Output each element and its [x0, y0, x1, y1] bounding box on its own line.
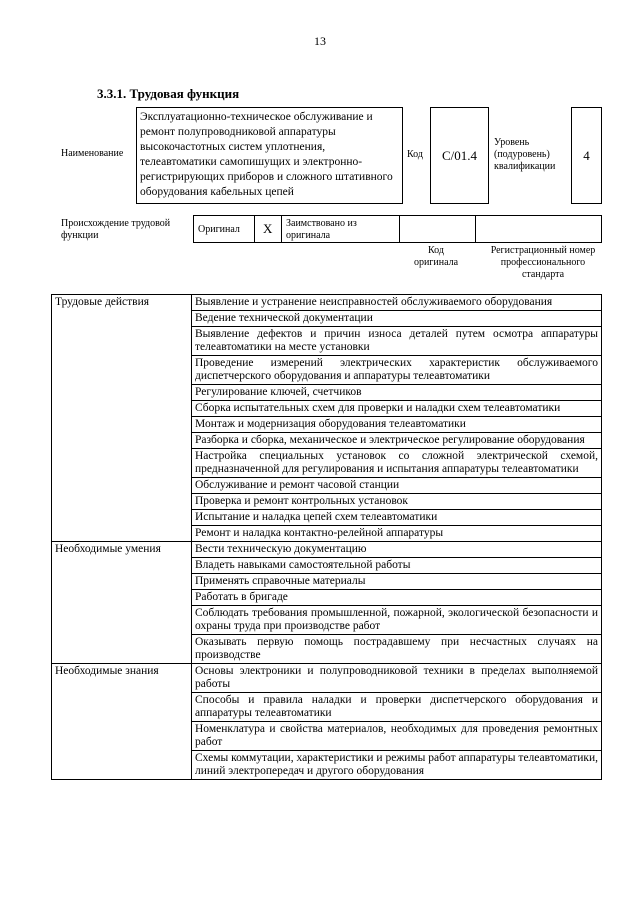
section-item: Владеть навыками самостоятельной работы [192, 558, 602, 574]
section-item: Регулирование ключей, счетчиков [192, 385, 602, 401]
function-code-box [430, 107, 489, 204]
section-item: Соблюдать требования промышленной, пожарной, экологической безопасности и охраны труда при производстве работ [192, 606, 602, 635]
origin-reg-caption: Регистрационный номер профессионального стандарта [490, 245, 596, 280]
section-item: Монтаж и модернизация оборудования телеавтоматики [192, 417, 602, 433]
level-label: Уровень (подуровень) квалификации [494, 137, 556, 172]
origin-borrowed-label: Заимствовано из оригинала [286, 218, 357, 241]
section-item: Номенклатура и свойства материалов, необходимых для проведения ремонтных работ [192, 722, 602, 751]
table-row [52, 664, 602, 693]
section-item: Способы и правила наладки и проверки диспетчерского оборудования и аппаратуры телеавтоматики [192, 693, 602, 722]
table-row [52, 542, 602, 558]
origin-code-caption: Код оригинала [413, 245, 459, 268]
function-name-box: Эксплуатационно-техническое обслуживание и ремонт полупроводниковой аппаратуры высокочастотных систем уплотнения, телеавтоматики самопишущих и электронно-регистрирующих приборов и сложного штативного оборудования кабельных цепей [136, 107, 403, 204]
section-item: Основы электроники и полупроводниковой техники в пределах выполняемой работы [192, 664, 602, 693]
section-item: Оказывать первую помощь пострадавшему при несчастных случаях на производстве [192, 635, 602, 664]
section-item: Применять справочные материалы [192, 574, 602, 590]
origin-original-label: Оригинал [198, 224, 240, 235]
origin-row [193, 215, 602, 243]
section-item: Ведение технической документации [192, 311, 602, 327]
origin-original-mark: X [263, 221, 273, 236]
section-item: Схемы коммутации, характеристики и режимы работ аппаратуры телеавтоматики, линий электропередач и другого оборудования [192, 751, 602, 780]
section-item: Выявление и устранение неисправностей обслуживаемого оборудования [192, 295, 602, 311]
section-item: Сборка испытательных схем для проверки и наладки схем телеавтоматики [192, 401, 602, 417]
qualification-level-box [571, 107, 602, 204]
function-code-value: C/01.4 [441, 147, 478, 163]
page-number: 13 [314, 34, 326, 48]
origin-mark-cell [255, 216, 282, 242]
origin-label: Происхождение трудовой функции [61, 218, 171, 241]
section-item: Ремонт и наладка контактно-релейной аппаратуры [192, 526, 602, 542]
origin-borrowed-cell [282, 216, 400, 242]
section-title: Необходимые умения [52, 542, 192, 664]
section-item: Испытание и наладка цепей схем телеавтоматики [192, 510, 602, 526]
section-item: Разборка и сборка, механическое и электрическое регулирование оборудования [192, 433, 602, 449]
section-item: Обслуживание и ремонт часовой станции [192, 478, 602, 494]
section-item: Настройка специальных установок со сложной электрической схемой, предназначенной для регулирования и испытания аппаратуры телеавтоматики [192, 449, 602, 478]
qualification-level-value: 4 [583, 147, 590, 163]
code-label: Код [407, 149, 423, 160]
origin-code-cell [400, 216, 476, 242]
origin-original-cell [194, 216, 255, 242]
section-item: Выявление дефектов и причин износа деталей путем осмотра аппаратуры телеавтоматики на месте установки [192, 327, 602, 356]
section-item: Проверка и ремонт контрольных установок [192, 494, 602, 510]
section-title: Трудовые действия [52, 295, 192, 542]
section-item: Вести техническую документацию [192, 542, 602, 558]
section-heading: 3.3.1. Трудовая функция [97, 86, 240, 101]
table-row [52, 295, 602, 311]
section-title: Необходимые знания [52, 664, 192, 780]
origin-reg-cell [476, 216, 601, 242]
name-label: Наименование [61, 148, 124, 159]
section-item: Проведение измерений электрических характеристик обслуживаемого диспетчерского оборудования и аппаратуры телеавтоматики [192, 356, 602, 385]
section-item: Работать в бригаде [192, 590, 602, 606]
competency-table [51, 294, 602, 780]
